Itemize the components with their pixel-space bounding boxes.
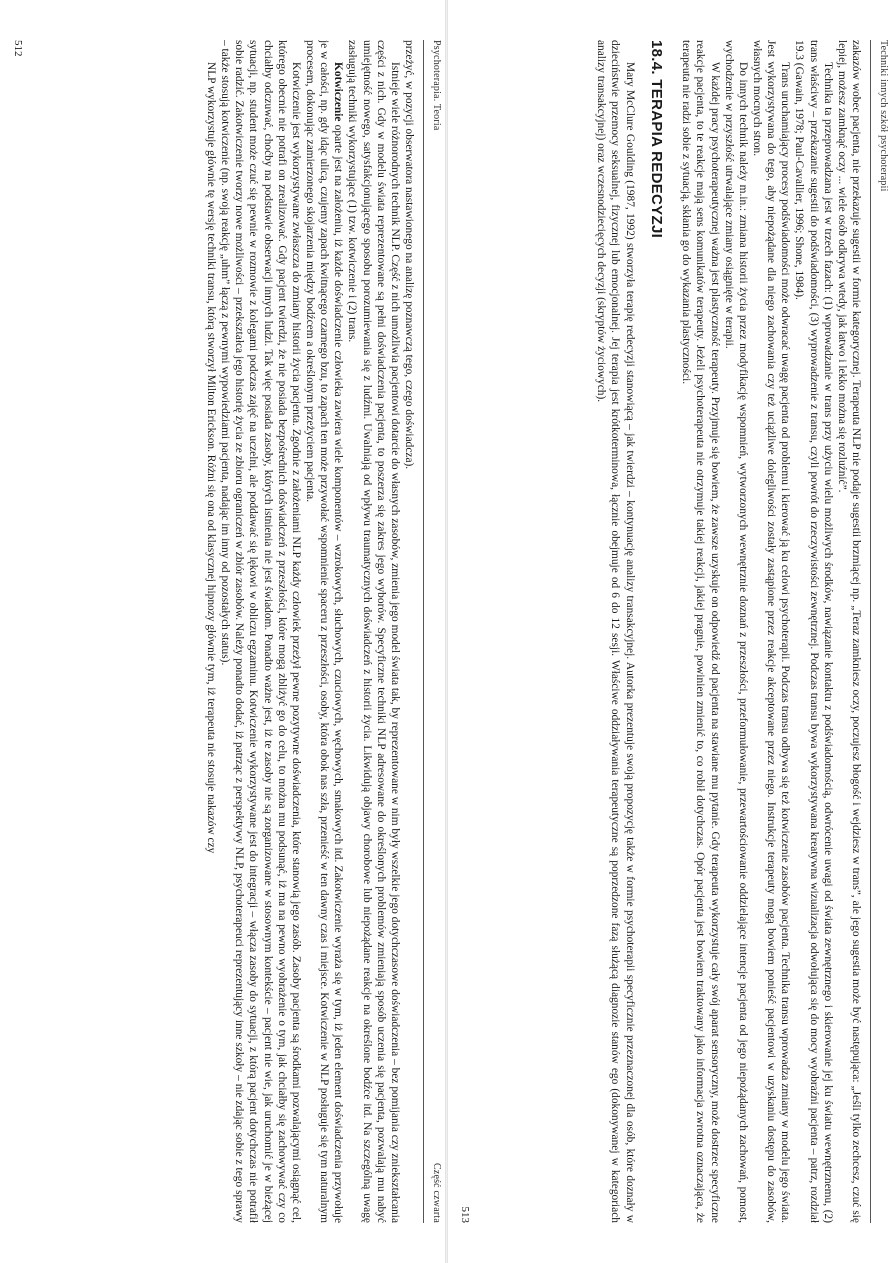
header-part: Część czwarta	[431, 1162, 442, 1223]
paragraph: Do innych technik należy m.in.: zmiana historii życia przez modyfikację wspomnień, wytworzonych wewnętrznie doznań z przeszłości, przeformułowanie, przewartościowanie oddzielające intencje pacjenta od jego niepożądanych zachowań, pomost, wychodzenie w przyszłość utrwalające zmiany osiągnięte w terapii.	[722, 40, 749, 1223]
left-page	[6, 0, 446, 1263]
paragraph-text: oparte jest na założeniu, iż każde doświadczenie człowieka zawiera wiele komponentów – wzrokowych, słuchowych, czuciowych, węchowych, smakowych itd. Zakotwiczenie wyraża się w tym, iż jeden element doświadczenia przywołuje je w całości, np. gdy idąc ulicą, czujemy zapach kwitnącego czarnego bzu, to zapach ten może przywołać wspomnienie spaceru z przeszłości, osoby, która obok nas szła, przenieść w ten dawny czas i miejsce. Kotwiczenie w NLP posługuje się tym naturalnym procesem, dokonując zamierzonego skojarzenia między bodźcem a określonym przeżyciem pacjenta.	[304, 40, 345, 1223]
page-body	[481, 40, 863, 1223]
paragraph: NLP wykorzystuje głównie tę wersję techniki transu, którą stworzył Milton Erickson. Różni się ona od klasycznej hipnozy głównie tym, iż terapeuta nie stosuje nakazów czy	[205, 62, 218, 854]
header-rule	[870, 40, 871, 1223]
page-number: 513	[459, 1206, 471, 1223]
running-header	[873, 40, 889, 1223]
paragraph: Istnieje wiele różnorodnych technik NLP. Część z nich umożliwia pacjentowi dotarcie do własnych zasobów, zmienia jego model świata tak, by reprezentowane w nim były wszelkie jego dotychczasowe doświadczenia – bez pomijania czy zniekształcania części z nich. Gdy w modelu świata reprezentowane są pełni doświadczenia pacjenta, to poszerza się zakres jego wyborów. Specyficzne techniki NLP adresowane do określonych problemów zmieniają sposób uczenia się pacjenta, pozwalają mu nabyć umiejętność nowego, satysfakcjonującego sposobu porozumiewania się z ludźmi. Uwalniają od wpływu traumatycznych doświadczeń z historii życia. Likwidują objawy chorobowe lub niepożądane reakcje na określone bodźce itd. Na szczególną uwagę zasługują techniki wykorzystujące (1) tzw. kotwiczenie i (2) trans.	[346, 40, 401, 1223]
section-heading: 18.4. TERAPIA REDECYZJI	[648, 40, 666, 239]
bold-term: Kotwiczenie	[332, 62, 345, 122]
header-section: Psychoterapia. Teoria	[431, 40, 442, 131]
paragraph: Mary McClure Goulding (1987, 1992) stworzyła terapię redecyzji stanowiącą – jak twierdzi – kontynuację analizy transakcyjnej. Autorka prezentuje swoją propozycję także w formie psychoterapii specyficznie przeznaczonej dla osób, które doznały w dzieciństwie przemocy seksualnej, fizycznej lub emocjonalnej. Jej terapia jest krótkoterminowa, łącznie obejmuje od 6 do 12 sesji. Właściwe oddziaływania terapeutyczne są poprzedzone fazą służącą diagnozie stanów ego (dokonywanej w kategoriach analizy transakcyjnej) oraz wczesnodziecięcych decyzji (skryptów życiowych).	[595, 40, 636, 1223]
header-section: Techniki innych szkół psychoterapii	[878, 40, 889, 192]
paragraph: Technika ta przeprowadzana jest w trzech fazach: (1) wprowadzanie w trans przy użyciu wielu możliwych środków, nawiązanie kontaktu z podświadomością, odwrócenie uwagi od świata zewnętrznego i skierowanie jej ku światu wewnętrznemu, (2) trans właściwy – przekazanie sugestii do podświadomości, (3) wyprowadzenie z transu, czyli powrót do rzeczywistości zewnętrznej. Podczas transu bywa wykorzystywana kreatywna wizualizacja odwołująca się do mocy wyobraźni pacjenta – patrz, rozdział 19.3 (Gawain, 1978; Paul-Cavallier, 1996; Shone, 1984).	[793, 40, 834, 1223]
header-rule	[423, 40, 424, 1223]
paragraph: Kotwiczenie jest wykorzystywane zwłaszcza do zmiany historii życia pacjenta. Zgodnie z założeniami NLP każdy człowiek przeżył pewne pozytywne doświadczenia, które stanowią jego zasób. Zasoby pacjenta są środkami pozwalającymi osiągnąć cel, którego obecnie nie potrafi on zrealizować. Gdy pacjent twierdzi, że nie posiada bezpośrednich doświadczeń z przeszłości, które mogą zbliżyć go do celu, to można mu podsunąć, iż ma na pewno wyobrażenie o tym, jak chciałby się zachowywać czy co chciałby odczuwać, choćby na podstawie obserwacji innych ludzi. Tak więc posiada zasoby, których istnienia nie jest świadom. Ponadto ważne jest, iż te zasoby nie są zorganizowane w stosownym kontekście – pacjent nie wie, jak uruchomić je w bieżącej sytuacji, np. student może czuć się pewnie w rozmowie z kolegami podczas zajęć na uczelni, ale poddawać się lękowi w obliczu egzaminu. Kotwiczenie wykorzystywane jest do integracji – włącza zasoby do sytuacji, z którą pacjent dotychczas nie potrafił sobie radzić. Zakotwiczenie tworzy nowe możliwości – przekształca jego historię życia ze zbioru ograniczeń w zbiór zasobów. Należy ponadto dodać, iż patrząc z perspektywy NLP, psychoterapeuci reprezentujący inne szkoły – nie zdając sobie z tego sprawy – także stosują kotwiczenie (np. swoją reakcję „uhm” łączą z pewnymi wypowiedziami pacjenta, nadając im inny od pozostałych status).	[219, 40, 302, 1223]
book-gutter	[445, 0, 448, 1263]
paragraph	[303, 40, 345, 1223]
paragraph: Trans uruchamiający procesy podświadomości może odwracać uwagę pacjenta od problemu i kierować ją ku celowi psychoterapii. Podczas transu odbywa się też kotwiczenie zasobów pacjenta. Technika transu wprowadza zmiany w modelu jego świata. Jest wykorzystywana do tego, aby niepożądane dla niego zachowania czy też uciążliwe dolegliwości zostały zastąpione przez reakcje akceptowane przez niego. Instrukcje terapeuty mogą bowiem ponieść pacjentowi w uzyskaniu dostępu do zasobów, własnych mocnych stron.	[751, 40, 792, 1223]
paragraph: W każdej pracy psychoterapeutycznej ważna jest plastyczność terapeuty. Przyjmuje się bowiem, że zawsze uzyskuje on odpowiedź od pacjenta na stawiane mu pytanie. Gdy terapeuta wykorzystuje cały swój aparat sensoryczny, może dostrzec specyficzne reakcje pacjenta, to te reakcje mają sens komunikatów terapeuty. Jeżeli psychoterapeuta nie otrzymuje takiej reakcji, jakiej pragnie, powinien zmienić to, co robił dotychczas. Opór pacjenta jest bowiem traktowany jako informacja zwrotna oznaczająca, że terapeuta nie radzi sobie z sytuacją, skłania go do wykazania plastyczności.	[680, 40, 721, 1223]
paragraph: przeżyć, w pozycji obserwatora nastawionego na analizę poznawczą tego, czego doświadcza).	[403, 40, 415, 470]
page-number: 512	[12, 40, 24, 57]
right-page	[453, 0, 893, 1263]
running-header	[426, 40, 442, 1223]
paragraph: zakazów wobec pacjenta, nie przekazuje sugestii w formie kategorycznej. Terapeuta NLP nie podaje sugestii brzmiącej np. „Teraz zamkniesz oczy, poczujesz błogość i wejdziesz w trans”, ale jego sugestia może być następująca: „Jeśli tylko zechcesz, czuć się lepiej, możesz zamknąć oczy ... wiele osób odkrywa wtedy, jak łatwo i lekko można się rozluźnić”.	[835, 40, 862, 1223]
page-body	[34, 40, 416, 1223]
